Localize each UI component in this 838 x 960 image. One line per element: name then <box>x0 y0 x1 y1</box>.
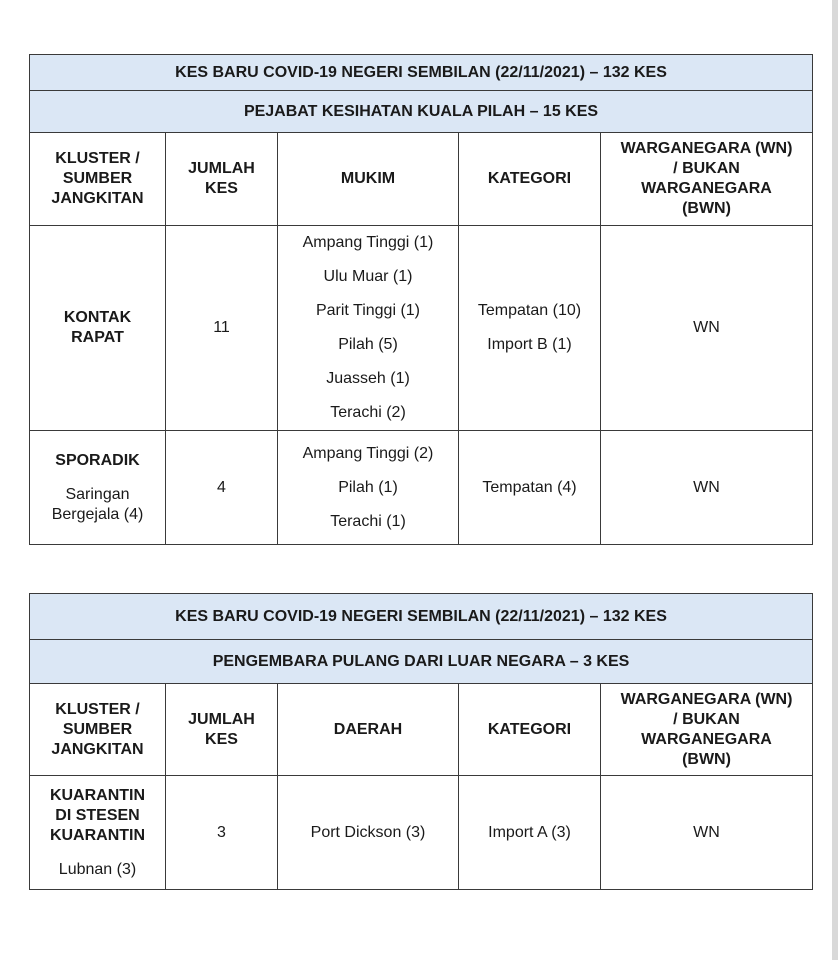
col-header-count: JUMLAH KES <box>166 133 278 226</box>
page-edge-shadow <box>832 0 838 960</box>
covid-cases-table-kuala-pilah <box>29 54 813 545</box>
col-header-mukim: MUKIM <box>278 133 459 226</box>
col-header-kategori: KATEGORI <box>459 133 601 226</box>
column-header-row <box>30 133 813 226</box>
table-title-row <box>30 594 813 640</box>
cluster-cell: KUARANTIN DI STESEN KUARANTIN Lubnan (3) <box>30 776 166 890</box>
covid-cases-table-travellers <box>29 593 813 890</box>
kategori-cell: Import A (3) <box>459 776 601 890</box>
cluster-cell: KONTAK RAPAT <box>30 226 166 431</box>
citizenship-cell: WN <box>601 226 813 431</box>
mukim-cell: Ampang Tinggi (1) Ulu Muar (1) Parit Tinggi (1) Pilah (5) Juasseh (1) Terachi (2) <box>278 226 459 431</box>
col-header-cluster: KLUSTER / SUMBER JANGKITAN <box>30 133 166 226</box>
daerah-cell: Port Dickson (3) <box>278 776 459 890</box>
table-row <box>30 226 813 431</box>
column-header-row <box>30 684 813 776</box>
citizenship-cell: WN <box>601 776 813 890</box>
table-title: KES BARU COVID-19 NEGERI SEMBILAN (22/11/2021) – 132 KES <box>30 594 813 640</box>
kategori-cell: Tempatan (10) Import B (1) <box>459 226 601 431</box>
count-cell: 4 <box>166 431 278 545</box>
table-subtitle: PEJABAT KESIHATAN KUALA PILAH – 15 KES <box>30 91 813 133</box>
table-subtitle: PENGEMBARA PULANG DARI LUAR NEGARA – 3 KES <box>30 640 813 684</box>
table-row <box>30 431 813 545</box>
table-title-row <box>30 55 813 91</box>
col-header-citizenship: WARGANEGARA (WN) / BUKAN WARGANEGARA (BWN) <box>601 684 813 776</box>
count-cell: 11 <box>166 226 278 431</box>
col-header-daerah: DAERAH <box>278 684 459 776</box>
table-row <box>30 776 813 890</box>
kategori-cell: Tempatan (4) <box>459 431 601 545</box>
col-header-count: JUMLAH KES <box>166 684 278 776</box>
table-subtitle-row <box>30 91 813 133</box>
mukim-cell: Ampang Tinggi (2) Pilah (1) Terachi (1) <box>278 431 459 545</box>
col-header-kategori: KATEGORI <box>459 684 601 776</box>
table-subtitle-row <box>30 640 813 684</box>
citizenship-cell: WN <box>601 431 813 545</box>
col-header-cluster: KLUSTER / SUMBER JANGKITAN <box>30 684 166 776</box>
cluster-cell: SPORADIK Saringan Bergejala (4) <box>30 431 166 545</box>
col-header-citizenship: WARGANEGARA (WN) / BUKAN WARGANEGARA (BWN) <box>601 133 813 226</box>
count-cell: 3 <box>166 776 278 890</box>
table-title: KES BARU COVID-19 NEGERI SEMBILAN (22/11/2021) – 132 KES <box>30 55 813 91</box>
